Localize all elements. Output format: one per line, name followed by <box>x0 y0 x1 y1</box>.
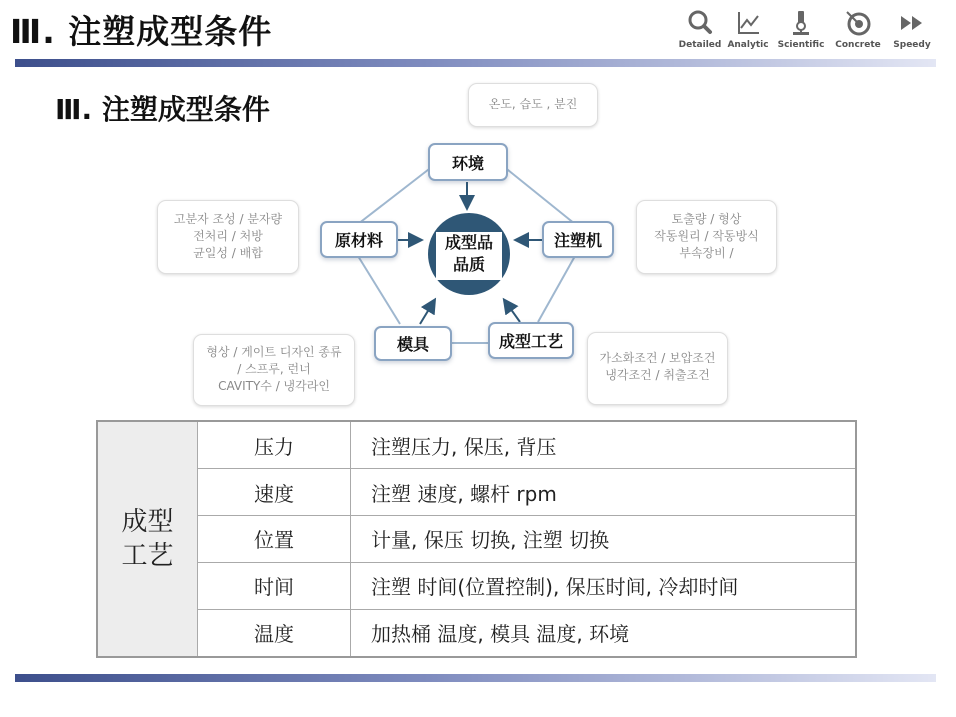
category-line-2: 工艺 <box>121 541 174 571</box>
edge-environment-machine <box>503 166 575 224</box>
center-line-1: 成型品 <box>444 233 493 252</box>
note-machine <box>636 200 777 274</box>
table-param-cell: 温度 <box>198 609 351 657</box>
note-process-line-1: 가소화조건 / 보압조건 <box>599 351 716 365</box>
node-material: 原材料 <box>320 221 398 258</box>
table-detail-cell: 注塑 时间(位置控制), 保压时间, 冷却时间 <box>351 562 857 609</box>
table-detail-cell: 计量, 保压 切换, 注塑 切换 <box>351 516 857 563</box>
toolbar-speedy-label: Speedy <box>893 40 931 50</box>
note-machine-line-3: 부속장비 / <box>679 246 734 260</box>
note-process-line-2: 냉각조건 / 취출조건 <box>605 368 710 382</box>
center-line-2: 品质 <box>452 255 485 274</box>
node-mold: 模具 <box>374 326 452 361</box>
table-row <box>97 609 856 657</box>
node-machine: 注塑机 <box>542 221 614 258</box>
arrow-process <box>505 301 520 322</box>
note-material-line-1: 고분자 조성 / 분자량 <box>173 212 283 226</box>
note-mold-line-1: 형상 / 게이트 디자인 종류 <box>206 345 342 359</box>
table-param-cell: 速度 <box>198 469 351 516</box>
table-row <box>97 562 856 609</box>
table-row <box>97 469 856 516</box>
bottom-divider-bar <box>15 674 936 682</box>
edge-environment-material <box>358 166 433 224</box>
table-param-cell: 时间 <box>198 562 351 609</box>
section-title: Ⅲ. 注塑成型条件 <box>55 93 270 126</box>
table-row <box>97 516 856 563</box>
table-row <box>97 421 856 469</box>
note-material <box>157 200 299 274</box>
note-material-line-3: 균일성 / 배합 <box>193 246 263 260</box>
toolbar-concrete-label: Concrete <box>835 40 881 50</box>
node-process: 成型工艺 <box>488 322 574 359</box>
table-param-cell: 位置 <box>198 516 351 563</box>
note-mold-line-3: CAVITY수 / 냉각라인 <box>218 379 330 393</box>
toolbar-analytic-label: Analytic <box>727 40 769 50</box>
category-line-1: 成型 <box>121 507 174 537</box>
edge-material-mold <box>358 256 400 324</box>
note-process <box>587 332 728 405</box>
process-conditions-table <box>96 420 857 658</box>
note-material-line-2: 전처리 / 처방 <box>193 229 263 243</box>
note-environment-line-1: 온도, 습도 , 분진 <box>488 97 578 111</box>
note-environment <box>468 83 598 127</box>
header-title: Ⅲ. 注塑成型条件 <box>10 12 273 51</box>
arrow-mold <box>420 301 434 324</box>
node-environment: 环境 <box>428 143 508 181</box>
center-quality-label <box>436 232 502 280</box>
note-mold-line-2: / 스프루, 런너 <box>237 362 311 376</box>
table-detail-cell: 加热桶 温度, 模具 温度, 环境 <box>351 609 857 657</box>
note-machine-line-1: 토출량 / 형상 <box>671 212 742 226</box>
toolbar-detailed-label: Detailed <box>678 40 722 50</box>
toolbar-scientific-label: Scientific <box>777 40 825 50</box>
edge-machine-process <box>538 256 575 322</box>
note-mold <box>193 334 355 406</box>
table-param-cell: 压力 <box>198 421 351 469</box>
table-category-cell <box>97 421 198 657</box>
note-machine-line-2: 작동원리 / 작동방식 <box>654 229 759 243</box>
table-detail-cell: 注塑压力, 保压, 背压 <box>351 421 857 469</box>
table-detail-cell: 注塑 速度, 螺杆 rpm <box>351 469 857 516</box>
